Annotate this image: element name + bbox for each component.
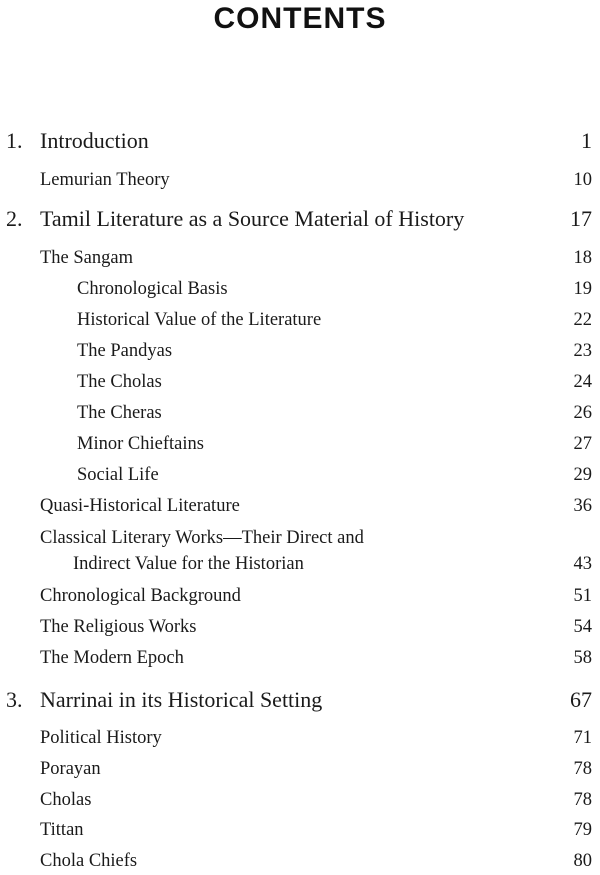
page-number: 79: [573, 820, 592, 840]
subsection-title: The Pandyas: [77, 341, 173, 361]
subsection-title: Social Life: [77, 465, 159, 485]
page-number: 54: [573, 617, 592, 637]
chapter-number: 3.: [6, 687, 23, 712]
section-title: Lemurian Theory: [40, 170, 170, 190]
page-number: 36: [573, 496, 592, 516]
subsection-title: Historical Value of the Literature: [77, 310, 322, 330]
chapter-number: 2.: [6, 206, 23, 231]
subsection-title: The Cholas: [77, 372, 162, 392]
section-title: The Sangam: [40, 248, 133, 268]
page-number: 24: [573, 372, 592, 392]
page-number: 23: [573, 341, 592, 361]
page-number: 1: [581, 128, 592, 153]
page-number: 17: [570, 206, 592, 231]
subsection-title: The Cheras: [77, 403, 162, 423]
page-title: CONTENTS: [213, 2, 387, 35]
section-title: The Religious Works: [40, 617, 197, 637]
page-number: 10: [573, 170, 592, 190]
page-number: 78: [573, 759, 592, 779]
page-number: 18: [573, 248, 592, 268]
section-title-continuation: Indirect Value for the Historian: [73, 554, 304, 574]
section-title: Classical Literary Works—Their Direct and: [40, 528, 364, 548]
page-number: 67: [570, 687, 592, 712]
section-title: The Modern Epoch: [40, 648, 184, 668]
chapter-title: Tamil Literature as a Source Material of History: [40, 206, 465, 231]
section-title: Political History: [40, 728, 162, 748]
chapter-title: Introduction: [40, 128, 149, 153]
subsection-title: Chronological Basis: [77, 279, 228, 299]
page-number: 19: [573, 279, 592, 299]
section-title: Chronological Background: [40, 586, 241, 606]
page-number: 51: [573, 586, 592, 606]
section-title: Quasi-Historical Literature: [40, 496, 240, 516]
page-number: 58: [573, 648, 592, 668]
page-number: 43: [573, 554, 592, 574]
chapter-number: 1.: [6, 128, 23, 153]
section-title: Porayan: [40, 759, 101, 779]
section-title: Tittan: [40, 820, 84, 840]
section-title: Chola Chiefs: [40, 851, 138, 871]
section-title: Cholas: [40, 790, 92, 810]
page-number: 26: [573, 403, 592, 423]
page-number: 27: [573, 434, 592, 454]
page-number: 22: [573, 310, 592, 330]
page-number: 78: [573, 790, 592, 810]
subsection-title: Minor Chieftains: [77, 434, 204, 454]
page-number: 71: [573, 728, 592, 748]
chapter-title: Narrinai in its Historical Setting: [40, 687, 323, 712]
page-number: 80: [573, 851, 592, 871]
page-number: 29: [573, 465, 592, 485]
